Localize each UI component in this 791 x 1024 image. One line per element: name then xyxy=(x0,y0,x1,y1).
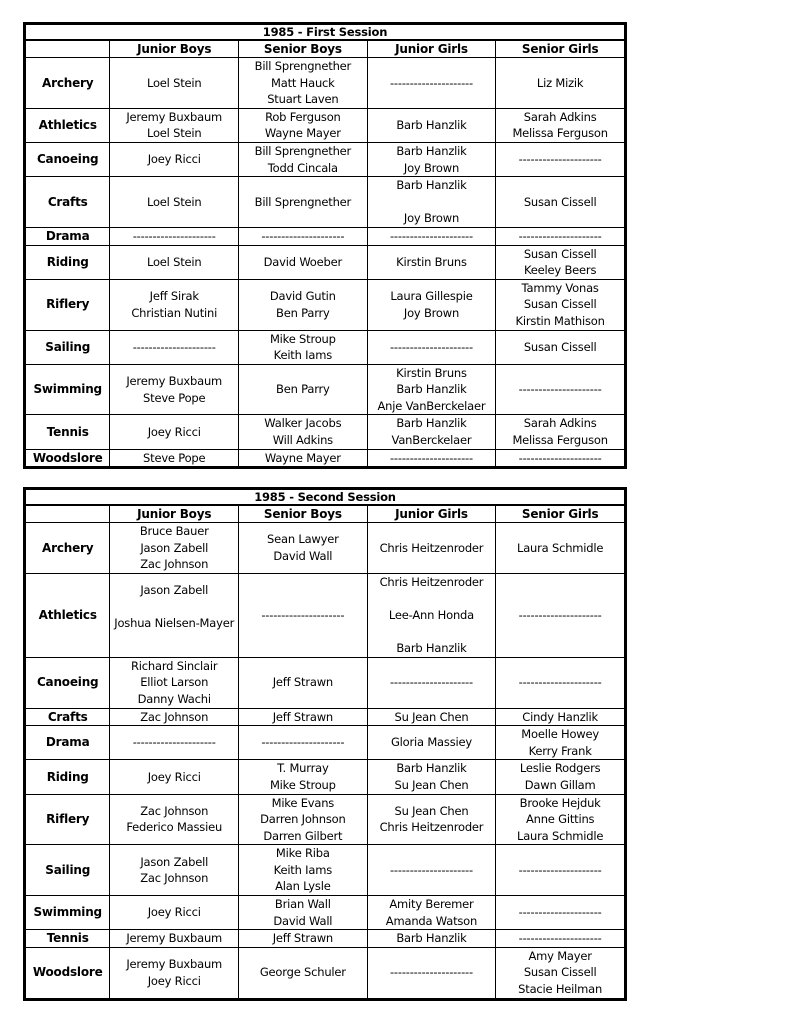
staff-name: Amy Mayer xyxy=(528,948,592,963)
staff-cell xyxy=(496,947,625,998)
staff-cell xyxy=(110,760,239,794)
staff-cell xyxy=(496,279,625,330)
staff-name: David Woeber xyxy=(263,254,343,269)
staff-cell xyxy=(239,523,368,574)
staff-name: Sarah Adkins xyxy=(523,109,597,124)
staff-name: Walker Jacobs xyxy=(264,416,342,431)
table-row xyxy=(26,415,625,449)
table-row xyxy=(26,657,625,708)
staff-name: Jeremy Buxbaum xyxy=(126,957,223,972)
staff-name: --------------------- xyxy=(132,228,216,243)
staff-name: Anne Gittins xyxy=(525,812,595,827)
column-header: Junior Boys xyxy=(110,40,239,58)
table-row xyxy=(26,142,625,176)
activity-label: Athletics xyxy=(26,108,110,142)
staff-cell xyxy=(367,760,496,794)
staff-name: Zac Johnson xyxy=(140,803,209,818)
staff-name: --------------------- xyxy=(518,228,602,243)
staff-name: Zac Johnson xyxy=(140,871,209,886)
staff-name: Elliot Larson xyxy=(140,675,209,690)
staff-cell xyxy=(110,415,239,449)
staff-name: Bill Sprengnether xyxy=(254,194,352,209)
staff-name: --------------------- xyxy=(261,607,345,622)
staff-name: Jeremy Buxbaum xyxy=(126,931,223,946)
staff-name: Rob Ferguson xyxy=(265,109,341,124)
staff-name: David Wall xyxy=(273,913,333,928)
staff-cell xyxy=(110,364,239,415)
staff-name: Darren Johnson xyxy=(260,812,346,827)
staff-cell xyxy=(110,245,239,279)
activity-label: Riflery xyxy=(26,279,110,330)
staff-name: Joey Ricci xyxy=(147,424,201,439)
staff-name: --------------------- xyxy=(261,735,345,750)
staff-cell xyxy=(496,573,625,657)
staff-name: Amanda Watson xyxy=(385,913,478,928)
staff-name: Dawn Gillam xyxy=(524,777,596,792)
staff-name: Brian Wall xyxy=(274,897,331,912)
staff-name: --------------------- xyxy=(389,965,473,980)
staff-name: Jeff Strawn xyxy=(272,931,333,946)
staff-cell xyxy=(496,364,625,415)
staff-name: Joy Brown xyxy=(403,160,460,175)
staff-name: Joey Ricci xyxy=(147,905,201,920)
first-session-table xyxy=(23,22,627,469)
staff-cell xyxy=(367,142,496,176)
table-row xyxy=(26,227,625,245)
staff-cell xyxy=(496,227,625,245)
staff-name: Susan Cissell xyxy=(523,297,597,312)
staff-name: Bill Sprengnether xyxy=(254,59,352,73)
activity-label: Sailing xyxy=(26,845,110,896)
staff-name xyxy=(370,590,494,607)
staff-name: Wayne Mayer xyxy=(264,450,341,465)
staff-cell xyxy=(110,726,239,760)
second-session-table xyxy=(23,487,627,1001)
staff-cell xyxy=(496,523,625,574)
staff-cell xyxy=(110,58,239,109)
staff-name xyxy=(370,194,494,211)
staff-cell xyxy=(239,896,368,930)
staff-name: Sean Lawyer xyxy=(267,532,339,547)
activity-label: Canoeing xyxy=(26,657,110,708)
staff-name: Ben Parry xyxy=(276,305,330,320)
staff-cell xyxy=(367,415,496,449)
staff-name: Zac Johnson xyxy=(140,709,209,724)
staff-name: Laura Schmidle xyxy=(517,540,604,555)
table-row xyxy=(26,726,625,760)
staff-name: Barb Hanzlik xyxy=(396,118,467,133)
staff-name: --------------------- xyxy=(389,339,473,354)
staff-name: --------------------- xyxy=(518,450,602,465)
staff-name: Christian Nutini xyxy=(131,305,218,320)
staff-name: Joey Ricci xyxy=(147,973,201,988)
staff-name: Barb Hanzlik xyxy=(396,382,467,397)
staff-name: Mike Stroup xyxy=(269,331,336,346)
staff-name: VanBerckelaer xyxy=(391,433,472,448)
staff-cell xyxy=(496,760,625,794)
staff-name: Keith Iams xyxy=(273,348,332,363)
staff-cell xyxy=(239,794,368,845)
column-header: Senior Boys xyxy=(239,40,368,58)
activity-label: Crafts xyxy=(26,177,110,228)
staff-name: Danny Wachi xyxy=(137,691,211,706)
staff-name: Amity Beremer xyxy=(389,897,474,912)
staff-cell xyxy=(496,58,625,109)
staff-cell xyxy=(367,573,496,657)
activity-label: Archery xyxy=(26,523,110,574)
staff-cell xyxy=(496,930,625,948)
staff-name: Jeremy Buxbaum xyxy=(126,109,223,124)
table-row xyxy=(26,279,625,330)
staff-cell xyxy=(110,177,239,228)
staff-cell xyxy=(367,177,496,228)
staff-name: Ben Parry xyxy=(276,382,330,397)
staff-name: Barb Hanzlik xyxy=(396,641,467,656)
staff-name: Bill Sprengnether xyxy=(254,143,352,158)
staff-cell xyxy=(367,708,496,726)
staff-name: --------------------- xyxy=(518,905,602,920)
staff-name: Chris Heitzenroder xyxy=(379,820,484,835)
activity-label: Woodslore xyxy=(26,449,110,467)
staff-cell xyxy=(110,142,239,176)
column-header: Senior Boys xyxy=(239,505,368,523)
activity-label: Riding xyxy=(26,245,110,279)
staff-name: Joy Brown xyxy=(403,211,460,226)
staff-cell xyxy=(110,845,239,896)
staff-name: Gloria Massiey xyxy=(390,735,472,750)
staff-cell xyxy=(239,657,368,708)
staff-cell xyxy=(110,657,239,708)
table-row xyxy=(26,845,625,896)
staff-cell xyxy=(367,330,496,364)
staff-cell xyxy=(496,708,625,726)
staff-name: Steve Pope xyxy=(143,390,206,405)
staff-name: Melissa Ferguson xyxy=(512,433,608,448)
staff-cell xyxy=(496,177,625,228)
staff-cell xyxy=(496,896,625,930)
session-title: 1985 - First Session xyxy=(26,25,625,41)
staff-name: Cindy Hanzlik xyxy=(522,709,599,724)
staff-name: Kirstin Bruns xyxy=(396,365,467,380)
staff-name: Richard Sinclair xyxy=(131,658,218,673)
table-row xyxy=(26,364,625,415)
staff-cell xyxy=(496,108,625,142)
staff-name: Federico Massieu xyxy=(126,820,223,835)
staff-name: Jeff Strawn xyxy=(272,675,333,690)
staff-name: Moelle Howey xyxy=(521,727,599,742)
staff-name: Loel Stein xyxy=(146,194,202,209)
staff-cell xyxy=(110,708,239,726)
staff-cell xyxy=(496,142,625,176)
staff-name: Laura Gillespie xyxy=(390,289,473,304)
activity-label: Riding xyxy=(26,760,110,794)
staff-name: Anje VanBerckelaer xyxy=(377,398,486,413)
activity-label: Athletics xyxy=(26,573,110,657)
column-header: Junior Girls xyxy=(367,40,496,58)
staff-name: Keith Iams xyxy=(273,862,332,877)
staff-name: Barb Hanzlik xyxy=(396,178,467,193)
staff-name: T. Murray xyxy=(277,761,329,776)
staff-name: Brooke Hejduk xyxy=(519,795,601,810)
staff-cell xyxy=(239,947,368,998)
header-blank-cell xyxy=(26,505,110,523)
staff-cell xyxy=(239,760,368,794)
staff-name: Stacie Heilman xyxy=(518,982,603,997)
staff-name: Joey Ricci xyxy=(147,152,201,167)
staff-name xyxy=(112,632,236,649)
staff-cell xyxy=(239,279,368,330)
staff-name xyxy=(370,624,494,641)
staff-name: Jason Zabell xyxy=(140,854,209,869)
activity-label: Crafts xyxy=(26,708,110,726)
staff-name: Leslie Rodgers xyxy=(519,761,601,776)
staff-name: Steve Pope xyxy=(143,450,206,465)
staff-cell xyxy=(239,58,368,109)
session-title: 1985 - Second Session xyxy=(26,490,625,506)
staff-cell xyxy=(496,657,625,708)
staff-cell xyxy=(110,947,239,998)
staff-name: --------------------- xyxy=(132,735,216,750)
table-row xyxy=(26,896,625,930)
activity-label: Riflery xyxy=(26,794,110,845)
staff-cell xyxy=(110,449,239,467)
table-row xyxy=(26,523,625,574)
staff-name: --------------------- xyxy=(518,931,602,946)
activity-label: Sailing xyxy=(26,330,110,364)
staff-name: Darren Gilbert xyxy=(263,828,343,843)
column-header: Senior Girls xyxy=(496,40,625,58)
staff-name: Joey Ricci xyxy=(147,769,201,784)
staff-cell xyxy=(239,708,368,726)
activity-label: Swimming xyxy=(26,896,110,930)
staff-name: Sarah Adkins xyxy=(523,416,597,431)
staff-cell xyxy=(367,245,496,279)
staff-cell xyxy=(367,947,496,998)
activity-label: Drama xyxy=(26,726,110,760)
staff-name: Jeff Sirak xyxy=(149,289,199,304)
staff-cell xyxy=(239,177,368,228)
staff-name: Barb Hanzlik xyxy=(396,931,467,946)
staff-name: Su Jean Chen xyxy=(394,709,469,724)
staff-name: Alan Lysle xyxy=(275,879,331,894)
staff-name: Laura Schmidle xyxy=(517,828,604,843)
staff-name: Wayne Mayer xyxy=(264,126,341,141)
activity-label: Canoeing xyxy=(26,142,110,176)
staff-cell xyxy=(239,364,368,415)
staff-cell xyxy=(367,726,496,760)
staff-name: --------------------- xyxy=(518,607,602,622)
staff-cell xyxy=(239,415,368,449)
staff-cell xyxy=(367,108,496,142)
staff-cell xyxy=(367,896,496,930)
staff-name: Susan Cissell xyxy=(523,246,597,261)
staff-cell xyxy=(239,449,368,467)
header-blank-cell xyxy=(26,40,110,58)
staff-name: Melissa Ferguson xyxy=(512,126,608,141)
staff-cell xyxy=(239,142,368,176)
staff-name: Joy Brown xyxy=(403,305,460,320)
staff-name: Jeremy Buxbaum xyxy=(126,373,223,388)
staff-name: Loel Stein xyxy=(146,75,202,90)
staff-name: --------------------- xyxy=(389,228,473,243)
staff-cell xyxy=(367,794,496,845)
staff-name: Loel Stein xyxy=(146,126,202,141)
staff-name: Kirstin Bruns xyxy=(396,254,467,269)
staff-cell xyxy=(367,449,496,467)
staff-cell xyxy=(110,108,239,142)
staff-name: Kerry Frank xyxy=(528,743,592,758)
staff-name: Su Jean Chen xyxy=(394,777,469,792)
staff-name: Will Adkins xyxy=(272,433,333,448)
staff-cell xyxy=(239,330,368,364)
staff-name: Susan Cissell xyxy=(523,339,597,354)
staff-cell xyxy=(110,279,239,330)
staff-cell xyxy=(239,573,368,657)
table-row xyxy=(26,108,625,142)
staff-name: --------------------- xyxy=(518,382,602,397)
table-row xyxy=(26,760,625,794)
staff-cell xyxy=(367,930,496,948)
staff-name: --------------------- xyxy=(518,675,602,690)
staff-name: --------------------- xyxy=(389,862,473,877)
staff-name: --------------------- xyxy=(261,228,345,243)
staff-cell xyxy=(239,227,368,245)
table-row xyxy=(26,58,625,109)
staff-name xyxy=(112,599,236,616)
staff-name: Su Jean Chen xyxy=(394,803,469,818)
staff-cell xyxy=(367,845,496,896)
staff-cell xyxy=(496,415,625,449)
staff-cell xyxy=(239,108,368,142)
staff-name: Mike Stroup xyxy=(269,777,336,792)
staff-cell xyxy=(110,896,239,930)
staff-name: Mike Riba xyxy=(275,846,330,861)
staff-cell xyxy=(367,227,496,245)
staff-cell xyxy=(496,245,625,279)
table-row xyxy=(26,930,625,948)
staff-name: --------------------- xyxy=(132,339,216,354)
staff-cell xyxy=(110,794,239,845)
staff-name: --------------------- xyxy=(389,450,473,465)
activity-label: Drama xyxy=(26,227,110,245)
staff-name: Barb Hanzlik xyxy=(396,416,467,431)
staff-name: Bruce Bauer xyxy=(139,524,209,538)
staff-cell xyxy=(367,364,496,415)
staff-cell xyxy=(496,726,625,760)
staff-name: Matt Hauck xyxy=(271,75,335,90)
staff-name: Chris Heitzenroder xyxy=(379,540,484,555)
activity-label: Tennis xyxy=(26,415,110,449)
staff-name: David Wall xyxy=(273,548,333,563)
staff-name: Jeff Strawn xyxy=(272,709,333,724)
activity-label: Archery xyxy=(26,58,110,109)
staff-name: --------------------- xyxy=(518,862,602,877)
staff-name: Stuart Laven xyxy=(267,92,339,107)
staff-name: Kirstin Mathison xyxy=(515,313,605,328)
staff-cell xyxy=(110,330,239,364)
staff-cell xyxy=(496,330,625,364)
table-row xyxy=(26,947,625,998)
staff-cell xyxy=(239,726,368,760)
staff-cell xyxy=(239,930,368,948)
staff-cell xyxy=(110,227,239,245)
staff-name: Susan Cissell xyxy=(523,965,597,980)
staff-name: --------------------- xyxy=(518,152,602,167)
column-header: Senior Girls xyxy=(496,505,625,523)
staff-cell xyxy=(496,794,625,845)
activity-label: Tennis xyxy=(26,930,110,948)
table-row xyxy=(26,708,625,726)
staff-cell xyxy=(110,573,239,657)
staff-cell xyxy=(496,845,625,896)
staff-name: Lee-Ann Honda xyxy=(388,607,474,622)
table-row xyxy=(26,794,625,845)
staff-name: Jason Zabell xyxy=(140,540,209,555)
staff-name: Chris Heitzenroder xyxy=(379,574,484,589)
staff-name: Loel Stein xyxy=(146,254,202,269)
table-row xyxy=(26,573,625,657)
staff-name: --------------------- xyxy=(389,75,473,90)
staff-name: Zac Johnson xyxy=(140,557,209,572)
staff-name: Barb Hanzlik xyxy=(396,143,467,158)
staff-name: David Gutin xyxy=(269,289,336,304)
schedule-table xyxy=(25,489,625,999)
staff-cell xyxy=(239,845,368,896)
column-header: Junior Boys xyxy=(110,505,239,523)
staff-cell xyxy=(110,523,239,574)
staff-name: Mike Evans xyxy=(271,795,335,810)
schedule-table xyxy=(25,24,625,467)
table-row xyxy=(26,449,625,467)
activity-label: Woodslore xyxy=(26,947,110,998)
staff-cell xyxy=(367,657,496,708)
table-row xyxy=(26,330,625,364)
staff-cell xyxy=(239,245,368,279)
column-header: Junior Girls xyxy=(367,505,496,523)
staff-name: Tammy Vonas xyxy=(521,280,599,295)
staff-name: Keeley Beers xyxy=(524,263,597,278)
staff-name: Barb Hanzlik xyxy=(396,761,467,776)
staff-cell xyxy=(110,930,239,948)
staff-cell xyxy=(367,279,496,330)
staff-name: Todd Cincala xyxy=(267,160,338,175)
staff-name: Susan Cissell xyxy=(523,194,597,209)
staff-name: Jason Zabell xyxy=(140,583,209,598)
staff-cell xyxy=(367,523,496,574)
staff-name: Liz Mizik xyxy=(536,75,584,90)
activity-label: Swimming xyxy=(26,364,110,415)
staff-cell xyxy=(367,58,496,109)
staff-cell xyxy=(496,449,625,467)
table-row xyxy=(26,177,625,228)
staff-name: George Schuler xyxy=(259,965,346,980)
staff-name: --------------------- xyxy=(389,675,473,690)
staff-name: Joshua Nielsen-Mayer xyxy=(114,616,235,631)
table-row xyxy=(26,245,625,279)
